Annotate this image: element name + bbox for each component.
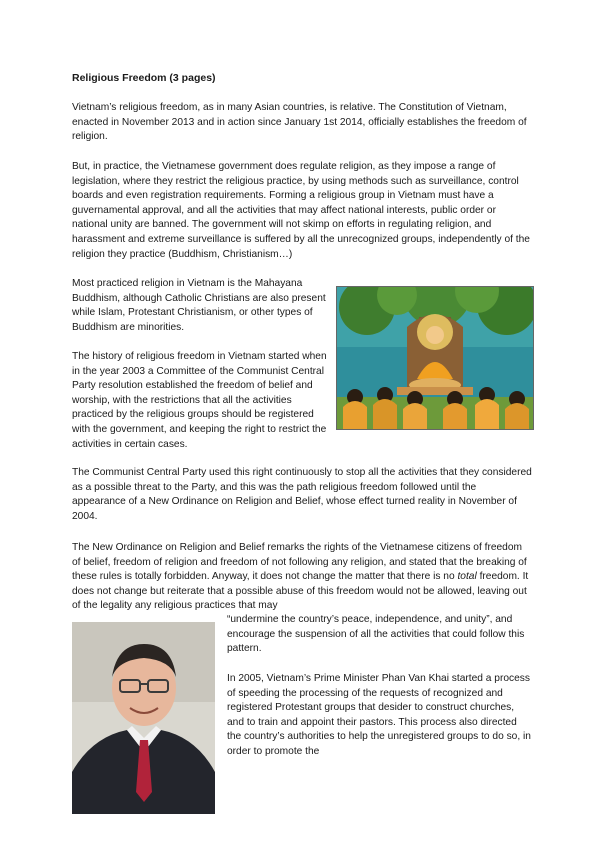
paragraph-new-ordinance-part1: The New Ordinance on Religion and Belief remarks the rights of the Vietnamese citizens of freedom of belief, freedom of religion and freedom of not following any religion, and stated that the breaking of these rules is totally forbidden. Anyway, it does not change the matter that there is no: [72, 542, 527, 583]
document-title: Religious Freedom (3 pages): [72, 72, 216, 84]
portrait-photo-svg: [72, 622, 215, 814]
paragraph-prime-minister: In 2005, Vietnam’s Prime Minister Phan Van Khai started a process of speeding the processing of the requests of recognized and registered Protestant groups that desider to construct churches, and to train and appoint their pastors. This process also directed the country’s authorities to help the unregistered groups to do so, in order to promote the: [227, 673, 531, 757]
paragraph-quote: “undermine the country’s peace, independence, and unity”, and encourage the suspension of all the activities that could follow this pattern.: [227, 614, 525, 655]
paragraph-most-practiced: Most practiced religion in Vietnam is the Mahayana Buddhism, although Catholic Christians are also present while Islam, Protestant Christianism, or other types of Buddhism are minorities.: [72, 278, 326, 333]
emphasis-total: total: [457, 571, 477, 583]
buddha-illustration-svg: [337, 287, 533, 429]
paragraph-new-ordinance-part2: freedom. It does not change but reiterate that a possible abuse of this freedom would not be allowed, leaving out of the legality any religious practices that may: [72, 571, 529, 612]
paragraph-practice: But, in practice, the Vietnamese government does regulate religion, as they impose a range of legislation, where they restrict the religious practice, by using methods such as surveillance, control boards and even registration requirements. Forming a religious group in Vietnam must have a guvernamental approval, and all the activities that may affect national interests, public order or national unity are banned. The government will not skimp on efforts in regulating religion, and harassment and extreme surveillance is suffered by all the unrecognized groups, independently of the religion they practice (Buddhism, Christianism…): [72, 161, 530, 260]
paragraph-intro: Vietnam’s religious freedom, as in many Asian countries, is relative. The Constitution of Vietnam, enacted in November 2013 and in action since January 1st 2014, officially establishes the freedom of religion.: [72, 102, 527, 143]
paragraph-history: The history of religious freedom in Vietnam started when in the year 2003 a Committee of the Communist Central Party resolution established the freedom of belief and worship, with the restrictions that all the activities practiced by the religious groups should be registered with the government, and keeping the right to restrict the activities in certain cases.: [72, 351, 327, 450]
buddha-illustration: [336, 286, 534, 430]
paragraph-new-ordinance: [72, 541, 532, 614]
portrait-photo: [72, 622, 215, 814]
paragraph-central-party: The Communist Central Party used this right continuously to stop all the activities that they considered as a possible threat to the Party, and this was the path religious freedom followed until the appearance of a New Ordinance on Religion and Belief, whose effect turned reality in November of 2004.: [72, 467, 532, 522]
